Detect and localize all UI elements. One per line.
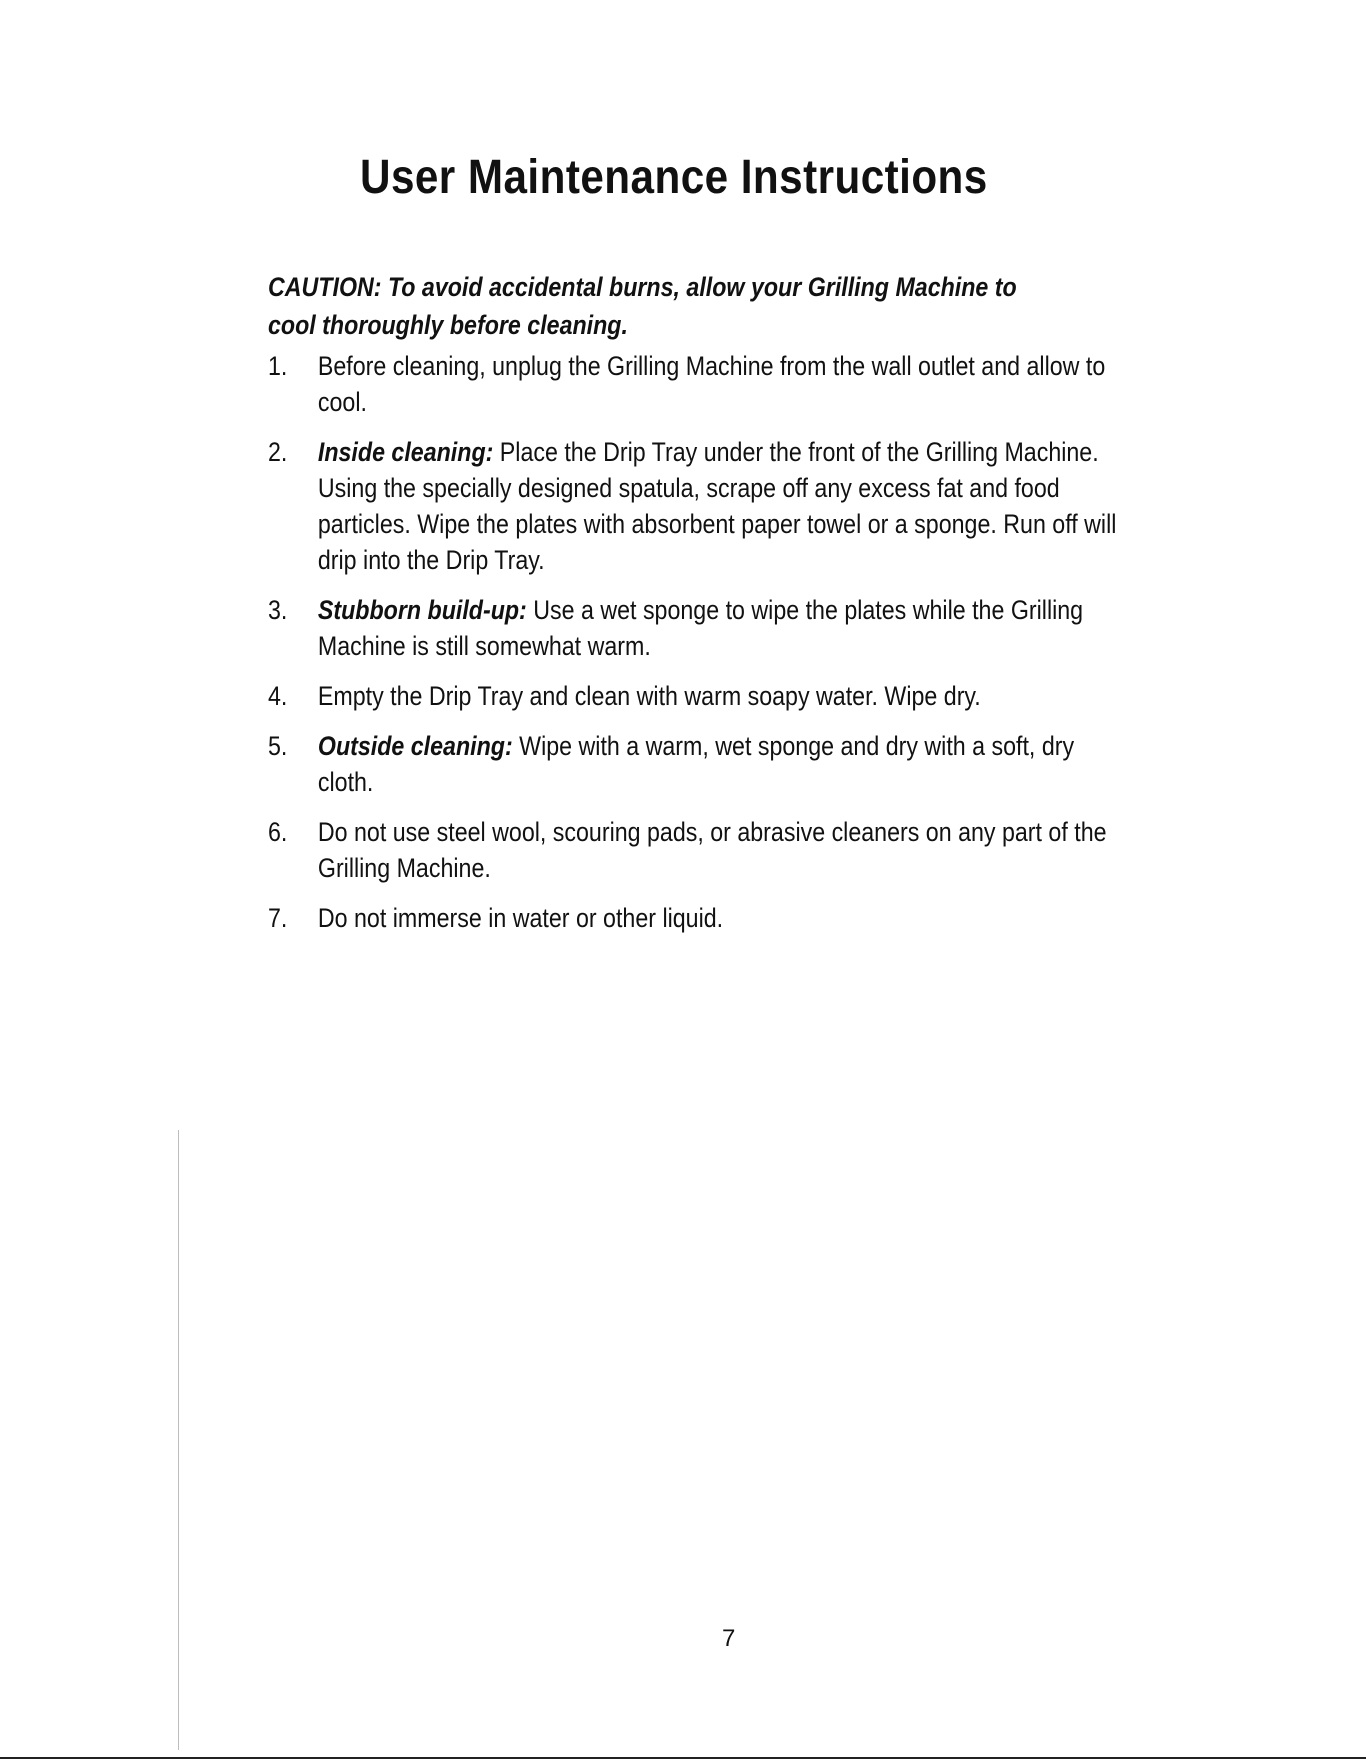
step-text: Do not immerse in water or other liquid. [317, 903, 724, 933]
step-text: Use a wet sponge to wipe the plates while the Grilling Machine is still somewhat warm. [317, 595, 1084, 661]
step-number: 5. [268, 731, 288, 761]
step-lead: Outside cleaning: [317, 731, 513, 761]
page-number: 7 [722, 1625, 736, 1652]
scan-edge-line [178, 1130, 179, 1750]
step-lead: Stubborn build-up: [317, 595, 527, 625]
step-lead: Inside cleaning: [317, 437, 494, 467]
step-6 [268, 814, 1119, 886]
step-number: 4. [268, 681, 288, 711]
step-number: 2. [268, 437, 288, 467]
maintenance-steps [268, 348, 1119, 950]
step-number: 6. [268, 817, 288, 847]
scan-bottom-edge [0, 1757, 1366, 1759]
step-number: 1. [268, 351, 288, 381]
step-number: 3. [268, 595, 288, 625]
step-7 [268, 900, 1119, 936]
step-text: Before cleaning, unplug the Grilling Machine from the wall outlet and allow to cool. [317, 351, 1106, 417]
step-text: Empty the Drip Tray and clean with warm soapy water. Wipe dry. [317, 681, 981, 711]
step-4 [268, 678, 1119, 714]
step-2 [268, 434, 1119, 578]
page-title: User Maintenance Instructions [360, 151, 988, 204]
step-text: Place the Drip Tray under the front of the Grilling Machine. Using the specially designed spatula, scrape off any excess fat and food particles. Wipe the plates with absorbent paper towel or a sponge. Run off will drip into the Drip Tray. [317, 437, 1117, 575]
step-1 [268, 348, 1119, 420]
step-text: Wipe with a warm, wet sponge and dry with a soft, dry cloth. [317, 731, 1075, 797]
caution-note: CAUTION: To avoid accidental burns, allow your Grilling Machine to cool thoroughly before cleaning. [268, 272, 1017, 340]
step-text: Do not use steel wool, scouring pads, or abrasive cleaners on any part of the Grilling Machine. [317, 817, 1107, 883]
step-number: 7. [268, 903, 288, 933]
step-3 [268, 592, 1119, 664]
step-5 [268, 728, 1119, 800]
